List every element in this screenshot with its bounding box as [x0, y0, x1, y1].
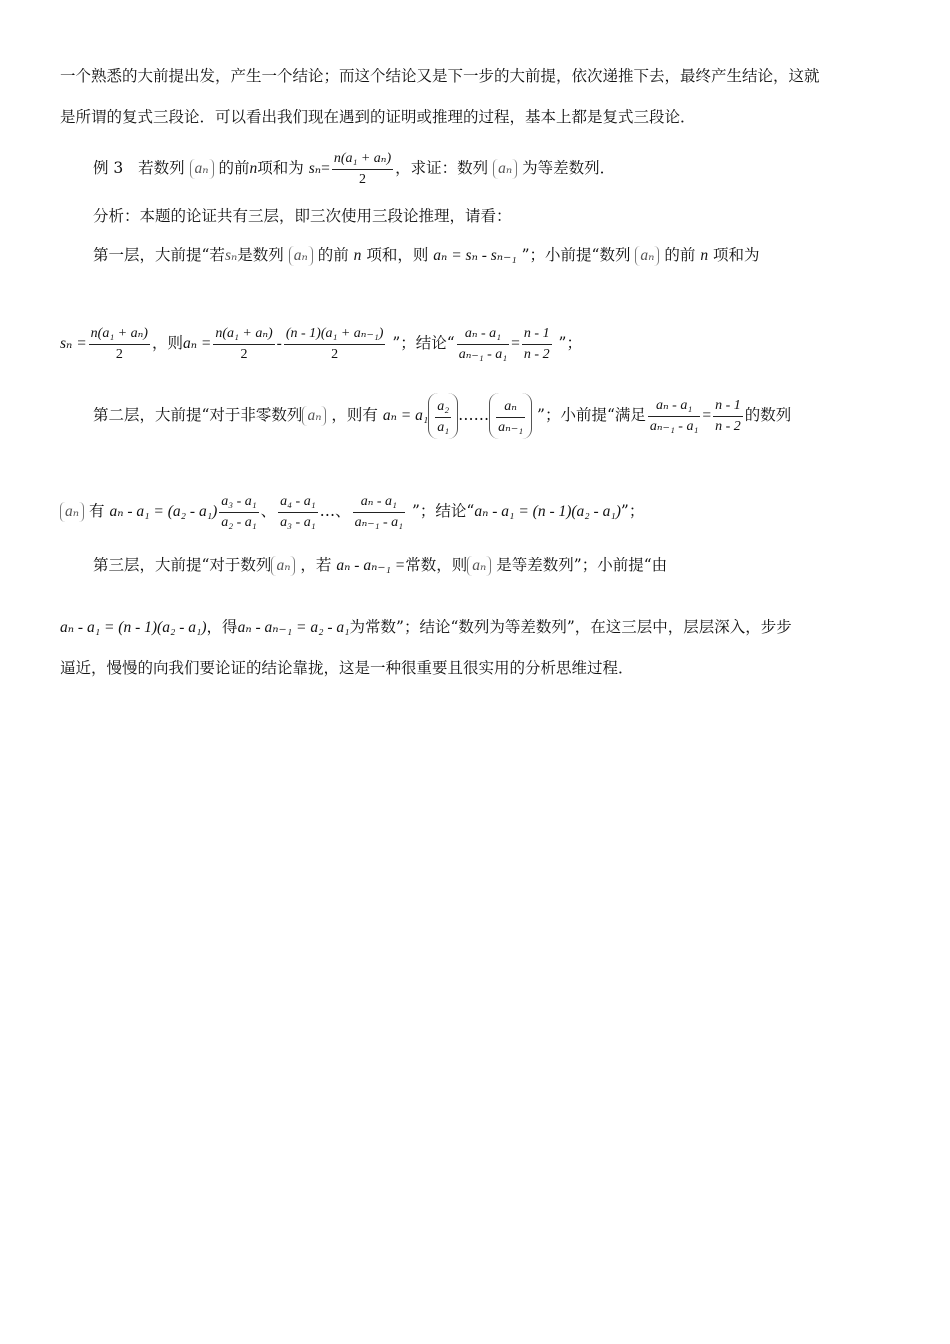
- text: 项和为: [257, 159, 304, 177]
- sequence-set: aₙ: [467, 556, 491, 576]
- fraction: [713, 396, 743, 437]
- layer2-line: [93, 392, 791, 439]
- text: ”；小前提“数列: [521, 246, 631, 264]
- fraction-numerator: (n - 1)(a₁ + aₙ₋₁): [284, 324, 386, 345]
- fraction-numerator: n - 1: [713, 396, 743, 417]
- paren-group: [489, 393, 532, 439]
- paren-group: [428, 393, 458, 439]
- math-eq: =: [702, 407, 712, 424]
- fraction-denominator: a₁: [437, 419, 450, 435]
- math-var: n: [353, 247, 362, 264]
- sequence-set: aₙ: [190, 159, 214, 179]
- example-statement: [93, 148, 615, 188]
- text: 为常数”；结论“数列为等差数列”，在这三层中，层层深入，步步: [349, 618, 792, 636]
- fraction: [332, 149, 393, 190]
- math-eq: =: [511, 335, 520, 352]
- text: 有: [88, 502, 105, 520]
- text: ，若: [300, 556, 332, 574]
- fraction-numerator: n(a₁ + aₙ): [332, 149, 393, 170]
- sequence-set: aₙ: [60, 502, 84, 522]
- math-formula: aₙ - aₙ₋₁ =: [336, 557, 406, 574]
- fraction-denominator: 2: [331, 346, 339, 362]
- paragraph-line: 一个熟悉的大前提出发，产生一个结论；而这个结论又是下一步的大前提，依次递推下去，最终产生结论，这就: [60, 67, 820, 85]
- math-lhs: aₙ = a₁: [382, 407, 429, 424]
- text: 为等差数列．: [522, 159, 616, 177]
- text: 的数列: [744, 406, 792, 424]
- fraction: [353, 492, 405, 533]
- text: 项和为: [713, 246, 760, 264]
- text: 若数列: [138, 159, 185, 177]
- math-op: -: [276, 335, 282, 352]
- fraction-numerator: aₙ - a₁: [648, 396, 700, 417]
- fraction: [435, 397, 451, 438]
- math-sn: sₙ: [224, 247, 238, 264]
- sequence-set: aₙ: [493, 159, 517, 179]
- fraction: [522, 324, 552, 365]
- math-lhs: aₙ =: [182, 335, 212, 352]
- text: 第二层，大前提“对于非零数列: [93, 406, 303, 424]
- text: 的前: [317, 246, 349, 264]
- math-formula: aₙ - a₁ = (n - 1)(a₂ - a₁): [60, 619, 207, 636]
- text: 的前: [664, 246, 696, 264]
- text: ”；结论“: [392, 334, 455, 352]
- fraction: [284, 324, 386, 365]
- separator: …、: [319, 502, 351, 520]
- sequence-set: aₙ: [271, 556, 295, 576]
- fraction-denominator: 2: [358, 171, 366, 187]
- text: 第一层，大前提“若: [93, 246, 225, 264]
- fraction-numerator: aₙ - a₁: [457, 324, 509, 345]
- fraction-denominator: a₃ - a₁: [280, 514, 316, 530]
- math-sn: sₙ: [308, 160, 322, 177]
- analysis-line: 分析：本题的论证共有三层，即三次使用三段论推理，请看：: [93, 207, 512, 225]
- fraction-denominator: n - 2: [715, 418, 741, 434]
- ellipsis: ……: [458, 406, 490, 424]
- text: 是数列: [237, 246, 284, 264]
- text: ”；: [558, 334, 582, 352]
- fraction: [496, 397, 525, 438]
- layer1-formula-line: [60, 322, 582, 365]
- text: ，求证：数列: [395, 159, 489, 177]
- math-formula: aₙ - aₙ₋₁ = a₂ - a₁: [237, 619, 350, 636]
- fraction-numerator: n(a₁ + aₙ): [89, 324, 150, 345]
- fraction: [648, 396, 700, 437]
- text: ，则: [151, 334, 183, 352]
- fraction-numerator: a₄ - a₁: [278, 492, 317, 513]
- fraction-numerator: n(a₁ + aₙ): [213, 324, 274, 345]
- layer1-line: [93, 240, 760, 271]
- sequence-set: aₙ: [302, 406, 326, 426]
- math-formula: aₙ - a₁ = (n - 1)(a₂ - a₁): [474, 503, 621, 520]
- layer3-formula-line: [60, 617, 792, 638]
- fraction-numerator: aₙ: [496, 397, 525, 418]
- fraction-denominator: n - 2: [523, 346, 550, 362]
- text: ，得: [206, 618, 238, 636]
- fraction-numerator: n - 1: [522, 324, 552, 345]
- math-var: n: [249, 160, 258, 177]
- sequence-set: aₙ: [289, 246, 313, 266]
- math-formula: aₙ - a₁ = (a₂ - a₁): [109, 503, 218, 520]
- text: 是等差数列”；小前提“由: [496, 556, 668, 574]
- text: ”；结论“: [412, 502, 475, 520]
- fraction-denominator: a₂ - a₁: [221, 514, 257, 530]
- text: 的前: [218, 159, 250, 177]
- text: 常数，则: [405, 556, 468, 574]
- fraction: [457, 324, 509, 365]
- layer3-line: [93, 550, 667, 581]
- text: ”；: [620, 502, 645, 520]
- fraction: [89, 324, 150, 365]
- text: ，则有: [331, 406, 378, 424]
- fraction: [278, 492, 317, 533]
- paragraph-line: 是所谓的复式三段论．可以看出我们现在遇到的证明或推理的过程，基本上都是复式三段论．: [60, 108, 696, 126]
- paragraph-line: 逼近，慢慢的向我们要论证的结论靠拢，这是一种很重要且很实用的分析思维过程．: [60, 659, 634, 677]
- math-lhs: sₙ =: [60, 335, 87, 352]
- text: ”；小前提“满足: [537, 406, 646, 424]
- fraction: [219, 492, 258, 533]
- fraction-numerator: a₂: [435, 397, 451, 418]
- sequence-set: aₙ: [635, 246, 659, 266]
- fraction-denominator: aₙ₋₁ - a₁: [458, 346, 508, 362]
- fraction-numerator: aₙ - a₁: [353, 492, 405, 513]
- fraction-denominator: 2: [240, 346, 248, 362]
- layer2-formula-line: [60, 490, 644, 533]
- example-label: 例 3: [93, 159, 124, 177]
- math-var: n: [700, 247, 709, 264]
- fraction-denominator: aₙ₋₁ - a₁: [649, 418, 699, 434]
- fraction-numerator: a₃ - a₁: [219, 492, 258, 513]
- separator: 、: [260, 502, 277, 520]
- fraction-denominator: aₙ₋₁ - a₁: [354, 514, 404, 530]
- fraction-denominator: 2: [115, 346, 123, 362]
- fraction: [213, 324, 274, 365]
- math-eq: =: [321, 160, 330, 177]
- text: 项和，则: [366, 246, 429, 264]
- text: 第三层，大前提“对于数列: [93, 556, 272, 574]
- math-formula: aₙ = sₙ - sₙ₋₁: [433, 247, 517, 264]
- fraction-denominator: aₙ₋₁: [498, 419, 524, 435]
